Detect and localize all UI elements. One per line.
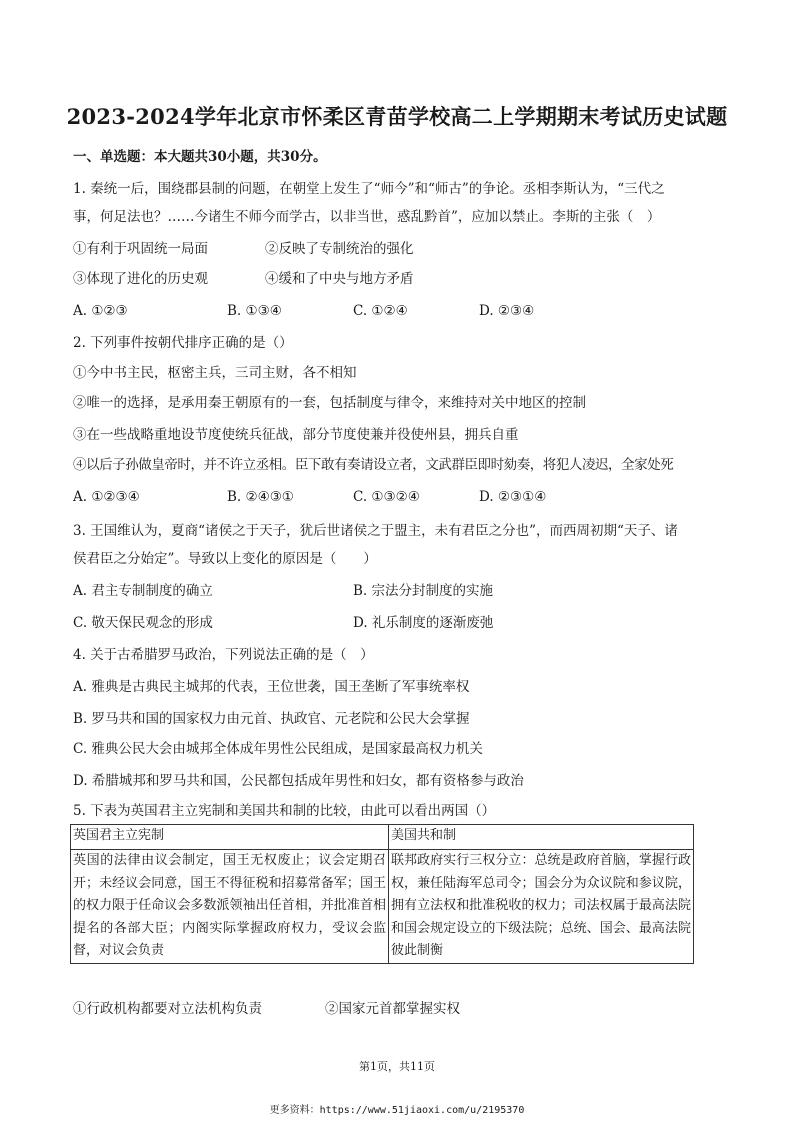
q2-statement-2: ②唯一的选择，是承用秦王朝原有的一套，包括制度与律令，来维持对关中地区的控制: [73, 395, 586, 411]
q1-option-a[interactable]: A. ①②③: [73, 303, 128, 319]
q4-stem: 4. 关于古希腊罗马政治，下列说法正确的是（ ）: [73, 647, 374, 663]
q2-option-a[interactable]: A. ①②③④: [73, 489, 140, 505]
q3-option-d[interactable]: D. 礼乐制度的逐渐废弛: [353, 615, 494, 631]
q5-statement-2: ②国家元首都掌握实权: [325, 1001, 460, 1017]
q4-option-d[interactable]: D. 希腊城邦和罗马共和国，公民都包括成年男性和妇女，都有资格参与政治: [73, 773, 524, 789]
more-resources-link[interactable]: 更多资料：https://www.51jiaoxi.com/u/2195370: [269, 1105, 525, 1116]
table-cell-uk: 英国的法律由议会制定，国王无权废止；议会定期召开；未经议会同意，国王不得征税和招募常备军；国王的权力限于任命议会多数派领袖出任首相，并批准首相提名的各部大臣；内阁实际掌握政府权力，受议会监督，对议会负责: [71, 850, 389, 964]
q2-statement-4: ④以后子孙做皇帝时，并不许立丞相。臣下敢有奏请设立者，文武群臣即时劾奏，将犯人凌迟，全家处死: [73, 457, 674, 473]
q3-option-c[interactable]: C. 敬天保民观念的形成: [73, 615, 213, 631]
table-header-us: 美国共和制: [389, 825, 694, 850]
page-title: 2023-2024学年北京市怀柔区青苗学校高二上学期期末考试历史试题: [66, 104, 728, 129]
q2-option-c[interactable]: C. ①③②④: [353, 489, 420, 505]
q1-option-b[interactable]: B. ①③④: [227, 303, 282, 319]
q3-option-a[interactable]: A. 君主专制制度的确立: [73, 583, 213, 599]
q3-option-b[interactable]: B. 宗法分封制度的实施: [353, 583, 494, 599]
q4-option-a[interactable]: A. 雅典是古典民主城邦的代表，王位世袭，国王垄断了军事统率权: [73, 679, 470, 695]
q1-statement-2: ②反映了专制统治的强化: [265, 241, 414, 257]
q1-stem-line2: 事，何足法也？……今诸生不师今而学古，以非当世，惑乱黔首”，应加以禁止。李斯的主张（ ）: [73, 209, 661, 225]
q3-stem-line2: 侯君臣之分始定”。导致以上变化的原因是（ ）: [73, 551, 377, 567]
q4-option-b[interactable]: B. 罗马共和国的国家权力由元首、执政官、元老院和公民大会掌握: [73, 711, 470, 727]
table-header-row: [71, 825, 694, 850]
table-cell-us: 联邦政府实行三权分立：总统是政府首脑，掌握行政权，兼任陆海军总司令；国会分为众议院和参议院，拥有立法权和批准税收的权力；司法权属于最高法院和国会规定设立的下级法院；总统、国会、最高法院彼此制衡: [389, 850, 694, 964]
page-number: 第1页，共11页: [359, 1060, 435, 1073]
q1-option-d[interactable]: D. ②③④: [479, 303, 535, 319]
q5-statement-1: ①行政机构都要对立法机构负责: [73, 1001, 262, 1017]
q1-option-c[interactable]: C. ①②④: [353, 303, 408, 319]
section-header: 一、单选题：本大题共30小题，共30分。: [73, 149, 327, 165]
q5-stem: 5. 下表为英国君主立宪制和美国共和制的比较，由此可以看出两国（）: [73, 803, 496, 819]
q2-statement-1: ①今中书主民，枢密主兵，三司主财，各不相知: [73, 365, 357, 381]
table-row: [71, 850, 694, 964]
q3-stem-line1: 3. 王国维认为，夏商“诸侯之于天子，犹后世诸侯之于盟主，未有君臣之分也”，而西周初期“天子、诸: [73, 523, 678, 539]
q1-statement-4: ④缓和了中央与地方矛盾: [265, 271, 414, 287]
q1-statement-1: ①有利于巩固统一局面: [73, 241, 208, 257]
q2-option-b[interactable]: B. ②④③①: [227, 489, 294, 505]
q2-statement-3: ③在一些战略重地设节度使统兵征战，部分节度使兼并役使州县，拥兵自重: [73, 427, 519, 443]
q4-option-c[interactable]: C. 雅典公民大会由城邦全体成年男性公民组成，是国家最高权力机关: [73, 741, 483, 757]
q2-stem: 2. 下列事件按朝代排序正确的是（）: [73, 335, 293, 351]
table-header-uk: 英国君主立宪制: [71, 825, 389, 850]
comparison-table: [70, 824, 694, 964]
q1-stem-line1: 1. 秦统一后，围绕郡县制的问题，在朝堂上发生了“师今”和“师古”的争论。丞相李斯认为，“三代之: [73, 181, 665, 197]
q2-option-d[interactable]: D. ②③①④: [479, 489, 547, 505]
q1-statement-3: ③体现了进化的历史观: [73, 271, 208, 287]
